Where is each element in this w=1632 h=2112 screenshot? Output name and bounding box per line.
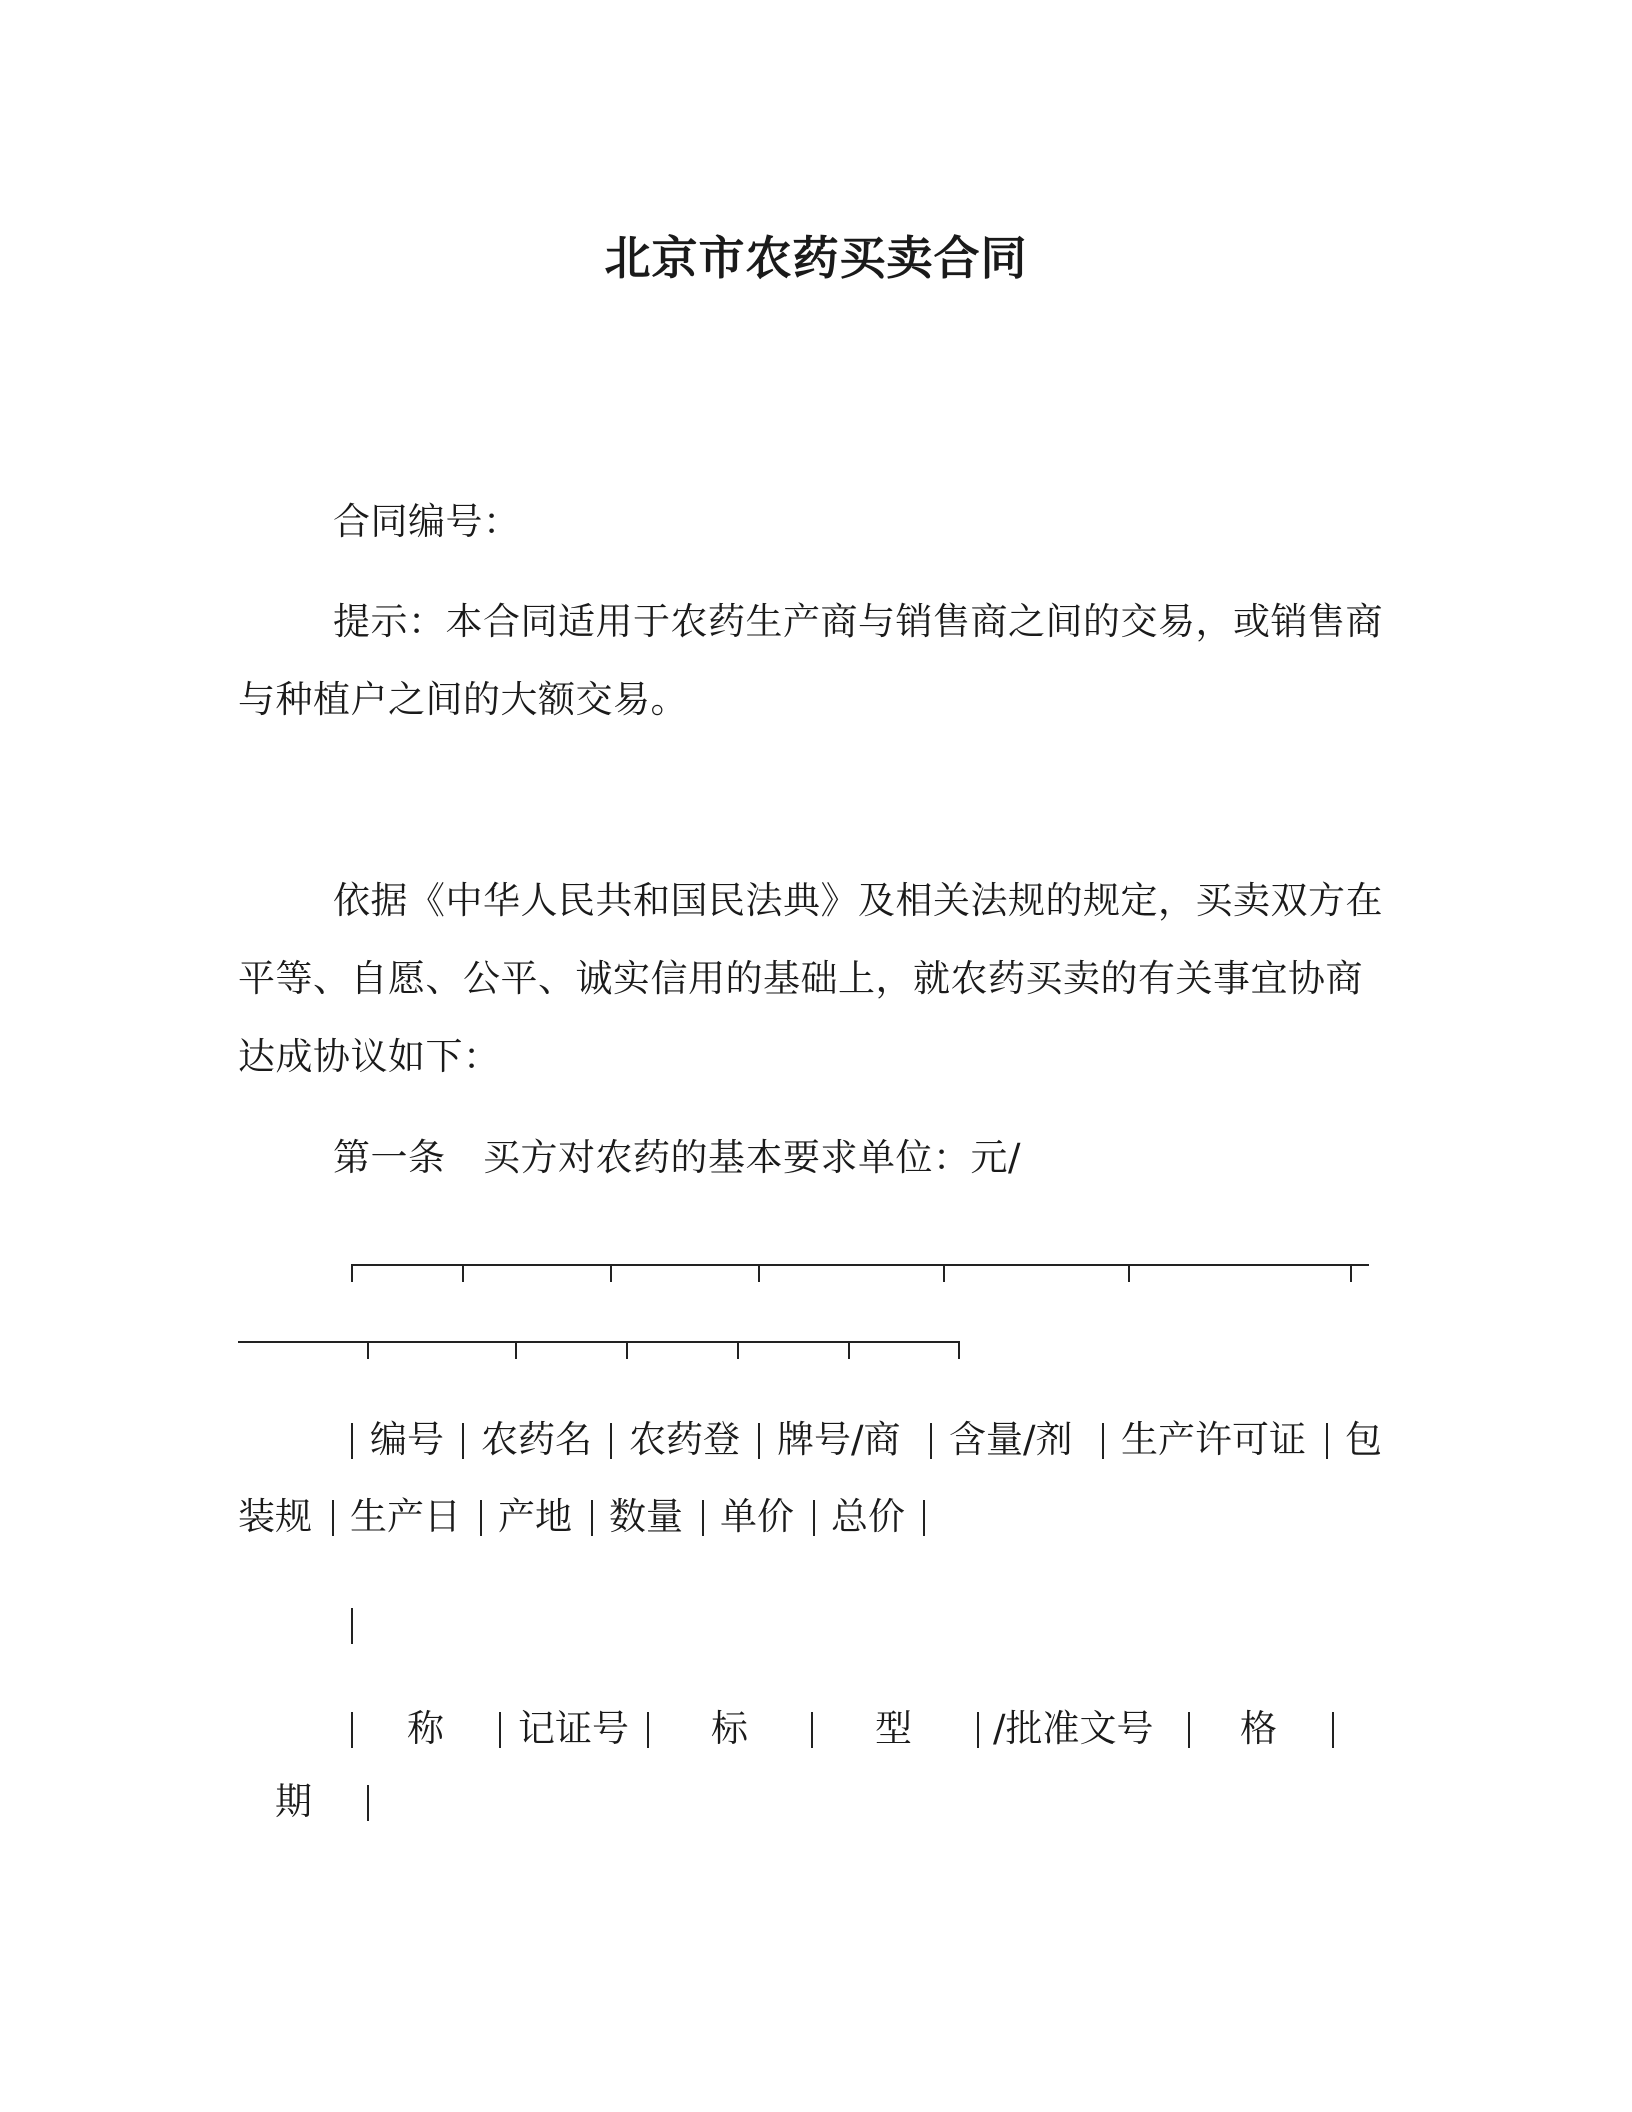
header-cell: 称 (407, 1707, 444, 1750)
cell-separator (1332, 1712, 1334, 1748)
header-cell: 农药登 (629, 1418, 740, 1461)
table-top-tick (1128, 1264, 1130, 1282)
cell-separator (930, 1423, 932, 1459)
header-cell: 记证号 (518, 1707, 629, 1750)
table-second-rule (238, 1341, 960, 1343)
table-top-tick (610, 1264, 612, 1282)
header-cell: 生产日 (350, 1495, 461, 1538)
table-top-tick (758, 1264, 760, 1282)
header-cell: 单价 (720, 1495, 794, 1538)
cell-separator (811, 1712, 813, 1748)
table-top-tick (943, 1264, 945, 1282)
cell-separator (647, 1712, 649, 1748)
cell-separator (591, 1500, 593, 1536)
cell-separator (977, 1712, 979, 1748)
table-top-tick (1350, 1264, 1352, 1282)
table-second-tick (626, 1341, 628, 1359)
header-cell: /批准文号 (993, 1707, 1154, 1750)
table-second-tick (848, 1341, 850, 1359)
table-second-tick (515, 1341, 517, 1359)
basis-paragraph-line3: 达成协议如下： (238, 1035, 501, 1078)
header-cell: 农药名 (481, 1418, 592, 1461)
basis-paragraph-line1: 依据《中华人民共和国民法典》及相关法规的规定，买卖双方在 (333, 879, 1383, 922)
cell-separator (1188, 1712, 1190, 1748)
cell-separator (813, 1500, 815, 1536)
contract-number-label: 合同编号： (333, 500, 521, 543)
table-second-tick (367, 1341, 369, 1359)
header-cell: 标 (711, 1707, 748, 1750)
header-cell: 生产许可证 (1121, 1418, 1306, 1461)
cell-separator (610, 1423, 612, 1459)
tip-paragraph-line1: 提示：本合同适用于农药生产商与销售商之间的交易，或销售商 (333, 600, 1383, 643)
cell-separator (351, 1712, 353, 1748)
cell-separator (351, 1608, 353, 1644)
header-cell: 期 (275, 1780, 312, 1823)
cell-separator (332, 1500, 334, 1536)
cell-separator (499, 1712, 501, 1748)
article-1-heading: 第一条 买方对农药的基本要求单位：元/ (333, 1136, 1021, 1179)
header-cell: 包 (1345, 1418, 1382, 1461)
table-second-tick (958, 1341, 960, 1359)
table-top-tick (351, 1264, 353, 1282)
cell-separator (702, 1500, 704, 1536)
basis-paragraph-line2: 平等、自愿、公平、诚实信用的基础上，就农药买卖的有关事宜协商 (238, 957, 1363, 1000)
header-cell: 总价 (831, 1495, 905, 1538)
header-cell: 装规 (238, 1495, 312, 1538)
cell-separator (462, 1423, 464, 1459)
header-cell: 产地 (498, 1495, 572, 1538)
header-cell: 格 (1240, 1707, 1277, 1750)
header-cell: 数量 (609, 1495, 683, 1538)
cell-separator (923, 1500, 925, 1536)
header-cell: 含量/剂 (949, 1418, 1073, 1461)
header-cell: 编号 (370, 1418, 444, 1461)
cell-separator (480, 1500, 482, 1536)
cell-separator (367, 1785, 369, 1821)
header-cell: 型 (875, 1707, 912, 1750)
cell-separator (1326, 1423, 1328, 1459)
tip-paragraph-line2: 与种植户之间的大额交易。 (238, 678, 688, 721)
table-second-tick (737, 1341, 739, 1359)
cell-separator (351, 1423, 353, 1459)
document-title: 北京市农药买卖合同 (604, 231, 1028, 285)
table-top-tick (462, 1264, 464, 1282)
table-top-rule (351, 1264, 1369, 1266)
cell-separator (1102, 1423, 1104, 1459)
header-cell: 牌号/商 (777, 1418, 901, 1461)
cell-separator (758, 1423, 760, 1459)
